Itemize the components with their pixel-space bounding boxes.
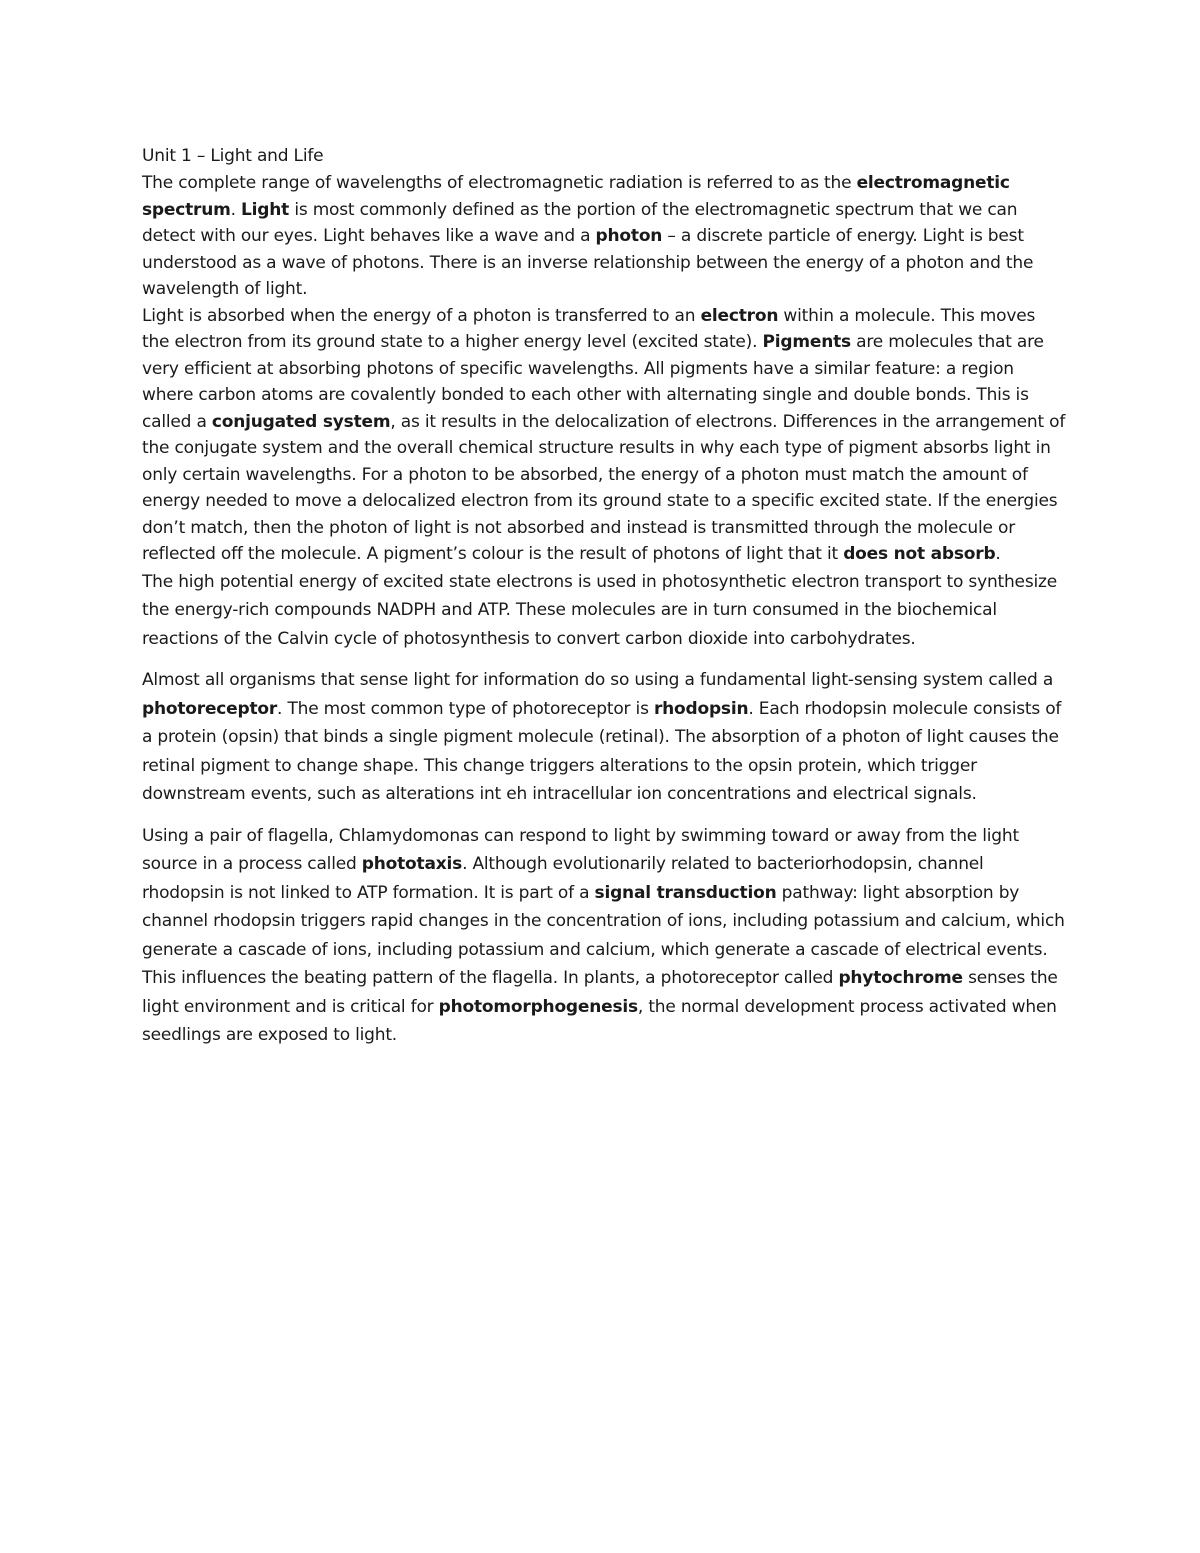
paragraph-photoreceptors: [142, 666, 1067, 809]
text-run: .: [995, 544, 1001, 564]
document-page: [142, 143, 1067, 1050]
text-run: pathway: light absorption by channel rhodopsin triggers rapid changes in the concentration of ions, including potassium and calcium, which generate a cascade of ions, including potassium and calcium, which generate a cascade of electrical events. This influences the beating pattern of the flagella. In plants, a photoreceptor called: [142, 882, 1065, 988]
bold-term: electron: [700, 305, 779, 326]
text-run: The complete range of wavelengths of electromagnetic radiation is referred to as the: [142, 173, 857, 193]
bold-term: rhodopsin: [653, 698, 749, 719]
text-run: , the normal development process activated when seedlings are exposed to light.: [142, 996, 1057, 1045]
bold-term: does not absorb: [843, 544, 996, 564]
text-run: Almost all organisms that sense light for information do so using a fundamental light-sensing system called a: [142, 670, 1054, 690]
paragraph-phototaxis: [142, 822, 1067, 1050]
bold-term: Light: [241, 199, 290, 220]
paragraph-electromagnetic-spectrum: [142, 170, 1067, 303]
paragraph-photosynthetic-transport: [142, 568, 1067, 654]
bold-term: phototaxis: [361, 854, 463, 874]
text-run: senses the light environment and is critical for: [142, 968, 1058, 1017]
bold-term: photon: [595, 226, 663, 246]
text-run: Using a pair of flagella, Chlamydomonas can respond to light by swimming toward or away from the light source in a process called: [142, 825, 1019, 874]
text-run: is most commonly defined as the portion of the electromagnetic spectrum that we can detect with our eyes. Light behaves like a wave and a: [142, 199, 1018, 246]
text-run: . Although evolutionarily related to bacteriorhodopsin, channel rhodopsin is not linked to ATP formation. It is part of a: [142, 854, 984, 903]
text-run: are molecules that are very efficient at absorbing photons of specific wavelengths. All pigments have a similar feature: a region where carbon atoms are covalently bonded to each other with alternating single and double bonds. This is called a: [142, 332, 1044, 432]
text-run: The high potential energy of excited state electrons is used in photosynthetic electron transport to synthesize the energy-rich compounds NADPH and ATP. These molecules are in turn consumed in the biochemical reactions of the Calvin cycle of photosynthesis to convert carbon dioxide into carbohydrates.: [142, 571, 1057, 649]
text-run: . Each rhodopsin molecule consists of a protein (opsin) that binds a single pigment molecule (retinal). The absorption of a photon of light causes the retinal pigment to change shape. This change triggers alterations to the opsin protein, which trigger downstream events, such as alterations int eh intracellular ion concentrations and electrical signals.: [142, 698, 1062, 804]
bold-term: Pigments: [762, 332, 851, 352]
text-run: – a discrete particle of energy. Light is best understood as a wave of photons. There is an inverse relationship between the energy of a photon and the wavelength of light.: [142, 226, 1034, 299]
text-run: , as it results in the delocalization of electrons. Differences in the arrangement of the conjugate system and the overall chemical structure results in why each type of pigment absorbs light in only certain wavelengths. For a photon to be absorbed, the energy of a photon must match the amount of energy needed to move a delocalized electron from its ground state to a specific excited state. If the energies don’t match, then the photon of light is not absorbed and instead is transmitted through the molecule or reflected off the molecule. A pigment’s colour is the result of photons of light that it: [142, 411, 1066, 564]
text-run: within a molecule. This moves the electron from its ground state to a higher energy level (excited state).: [142, 305, 1036, 352]
bold-term: photoreceptor: [142, 698, 278, 719]
document-title: Unit 1 – Light and Life: [142, 146, 324, 166]
bold-term: photomorphogenesis: [438, 996, 638, 1017]
bold-term: electromagnetic spectrum: [142, 173, 1010, 220]
text-run: .: [230, 199, 242, 220]
bold-term: phytochrome: [838, 968, 963, 988]
text-run: Light is absorbed when the energy of a photon is transferred to an: [142, 305, 701, 326]
paragraph-light-absorption: [142, 303, 1067, 568]
bold-term: conjugated system: [211, 411, 391, 432]
bold-term: signal transduction: [594, 882, 777, 903]
text-run: . The most common type of photoreceptor is: [277, 698, 654, 719]
